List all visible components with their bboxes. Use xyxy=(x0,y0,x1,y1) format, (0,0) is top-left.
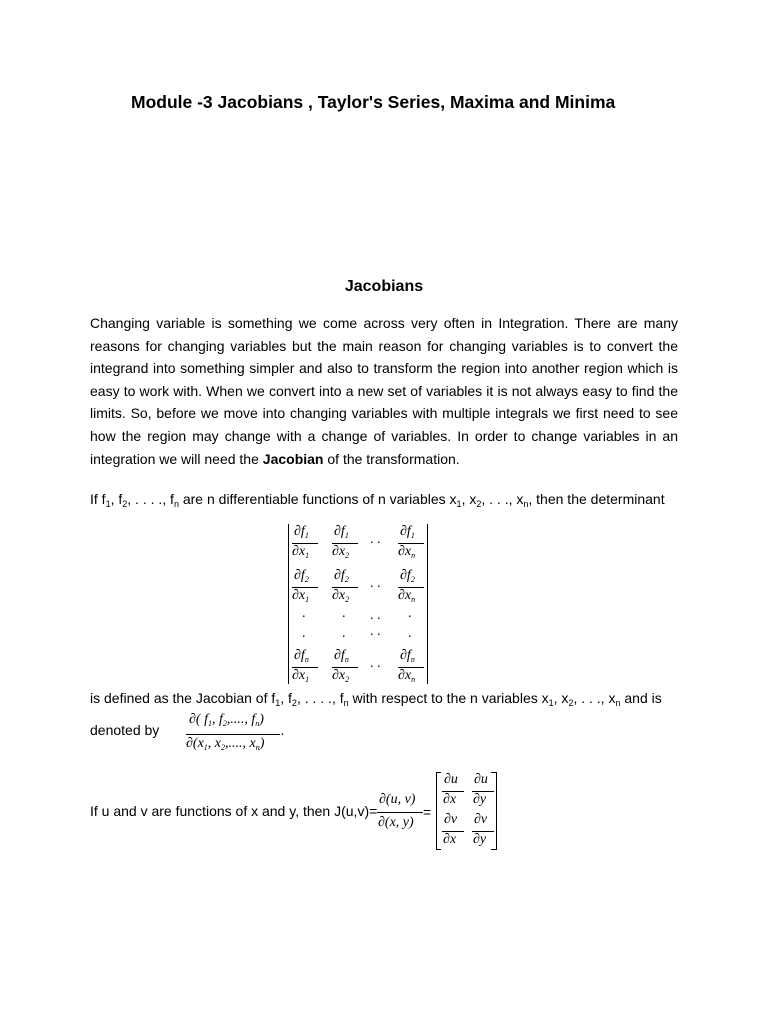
intro-line: easy to work with. When we convert into a new set of variables it is not always easy to find the xyxy=(90,382,678,399)
partial-derivative xyxy=(398,524,426,564)
fraction-bar xyxy=(186,734,280,735)
partial-denominator: $\partial x_n$ xyxy=(398,544,416,560)
partial-derivative xyxy=(292,568,320,608)
partial-denominator: $\partial x_2$ xyxy=(332,588,350,604)
partial-denominator: $\partial x_1$ xyxy=(292,544,310,560)
defined-sentence: is defined as the Jacobian of $f_1$, $f_2$, . . . ., $f_n$ with respect to the n variables $x_1$, $x_2$, . . ., $x_n$ and is xyxy=(90,690,662,708)
matrix-numerator: ∂u xyxy=(444,772,458,787)
matrix-denominator: ∂y xyxy=(473,832,487,847)
matrix-left-bracket xyxy=(436,772,437,850)
subscript: 2 xyxy=(344,575,349,584)
matrix-right-bracket xyxy=(496,772,497,850)
subscript: 1 xyxy=(410,531,415,540)
matrix-numerator: ∂u xyxy=(474,772,488,787)
uv-fraction xyxy=(376,790,424,836)
subscript: 1 xyxy=(304,531,309,540)
subscript: n xyxy=(411,675,416,684)
subscript: 1 xyxy=(305,551,310,560)
intro-line: reasons for changing variables but the main reason for changing variables is to convert the xyxy=(90,337,678,354)
subscript: 1 xyxy=(305,675,310,684)
partial-numerator: $\partial f_n$ xyxy=(400,648,415,664)
matrix-partial-derivative xyxy=(442,772,466,810)
ellipsis-dots: . . xyxy=(370,576,381,591)
partial-numerator: $\partial f_2$ xyxy=(400,568,415,584)
subscript: n xyxy=(410,655,415,664)
partial-numerator: $\partial f_2$ xyxy=(334,568,349,584)
subscript: 2 xyxy=(345,595,350,604)
determinant-left-bar xyxy=(288,524,289,684)
intro-line: Changing variable is something we come across very often in Integration. There are many xyxy=(90,315,678,331)
subscript: n xyxy=(411,595,416,604)
partial-denominator: $\partial x_1$ xyxy=(292,588,310,604)
subscript: n xyxy=(411,551,416,560)
intro-line: integrand into something simpler and also to transform the region into another region which is xyxy=(90,360,678,377)
partial-derivative xyxy=(332,524,360,564)
partial-numerator: $\partial f_n$ xyxy=(334,648,349,664)
denoted-period: . xyxy=(281,724,285,739)
partial-derivative xyxy=(292,648,320,688)
jacobian-determinant xyxy=(286,522,436,686)
matrix-left-bracket-bottom xyxy=(436,849,441,850)
intro-paragraph xyxy=(90,312,678,470)
partial-numerator: $\partial f_2$ xyxy=(294,568,309,584)
matrix-left-bracket-top xyxy=(436,772,441,773)
subscript: 1 xyxy=(344,531,349,540)
ellipsis-dots: . . xyxy=(370,532,381,547)
matrix-partial-derivative xyxy=(442,812,466,850)
partial-denominator: $\partial x_2$ xyxy=(332,668,350,684)
determinant-right-bar xyxy=(427,524,428,684)
subscript: 2 xyxy=(345,551,350,560)
ellipsis-dots: . . xyxy=(370,608,381,623)
subscript: 2 xyxy=(410,575,415,584)
partial-denominator: $\partial x_1$ xyxy=(292,668,310,684)
intro-text: of the transformation. xyxy=(323,450,460,467)
matrix-denominator: ∂y xyxy=(473,792,487,807)
ellipsis-dots: . xyxy=(342,606,346,621)
uv-denominator: ∂(x, y) xyxy=(378,815,414,830)
section-heading: Jacobians xyxy=(344,278,424,295)
matrix-denominator: ∂x xyxy=(443,792,457,807)
equals-sign: = xyxy=(423,804,432,820)
partial-denominator: $\partial x_2$ xyxy=(332,544,350,560)
ellipsis-dots: . xyxy=(408,626,412,641)
partial-derivative xyxy=(398,568,426,608)
ellipsis-dots: . . xyxy=(370,624,381,639)
matrix-numerator: ∂v xyxy=(444,812,458,827)
ellipsis-dots: . xyxy=(408,606,412,621)
subscript: n xyxy=(304,655,309,664)
uv-numerator: ∂(u, v) xyxy=(379,792,416,807)
partial-numerator: $\partial f_1$ xyxy=(294,524,309,540)
matrix-partial-derivative xyxy=(472,772,496,810)
subscript: n xyxy=(344,655,349,664)
determinant-sentence: If $f_1$, $f_2$, . . . ., $f_n$ are n differentiable functions of n variables $x_1$, $x_2$, . . ., $x_n$, then the determinant xyxy=(90,491,665,509)
uv-matrix xyxy=(434,770,500,852)
intro-line-last xyxy=(90,448,678,471)
intro-line: how the region may change with a change of variables. In order to change variables in an xyxy=(90,427,678,444)
partial-denominator: $\partial x_n$ xyxy=(398,588,416,604)
ellipsis-dots: . . xyxy=(370,656,381,671)
partial-derivative xyxy=(332,648,360,688)
partial-derivative xyxy=(332,568,360,608)
partial-denominator: $\partial x_n$ xyxy=(398,668,416,684)
denoted-by-label: denoted by xyxy=(90,722,160,738)
subscript: 2 xyxy=(345,675,350,684)
denoted-numerator: ∂( $f_1$, $f_2$,...., $f_n$) xyxy=(189,712,264,728)
subscript: 2 xyxy=(304,575,309,584)
matrix-partial-derivative xyxy=(472,812,496,850)
jacobian-bold-term: Jacobian xyxy=(262,450,324,467)
ellipsis-dots: . xyxy=(342,626,346,641)
module-title: Module -3 Jacobians , Taylor's Series, Maxima and Minima xyxy=(131,92,616,112)
subscript: 1 xyxy=(305,595,310,604)
partial-derivative xyxy=(292,524,320,564)
partial-numerator: $\partial f_1$ xyxy=(334,524,349,540)
partial-numerator: $\partial f_1$ xyxy=(400,524,415,540)
intro-line: limits. So, before we move into changing variables with multiple integrals we first need to see xyxy=(90,405,678,422)
matrix-numerator: ∂v xyxy=(474,812,488,827)
partial-numerator: $\partial f_n$ xyxy=(294,648,309,664)
matrix-denominator: ∂x xyxy=(443,832,457,847)
fraction-bar xyxy=(377,812,423,813)
denoted-denominator: $\partial(x_1$, $x_2$,...., $x_n$) xyxy=(186,736,265,752)
intro-text: integration we will need the xyxy=(90,450,263,467)
ellipsis-dots: . xyxy=(302,626,306,641)
uv-sentence: If u and v are functions of x and y, then J(u,v)= xyxy=(90,803,378,819)
denoted-fraction xyxy=(184,712,284,756)
ellipsis-dots: . xyxy=(302,606,306,621)
partial-derivative xyxy=(398,648,426,688)
